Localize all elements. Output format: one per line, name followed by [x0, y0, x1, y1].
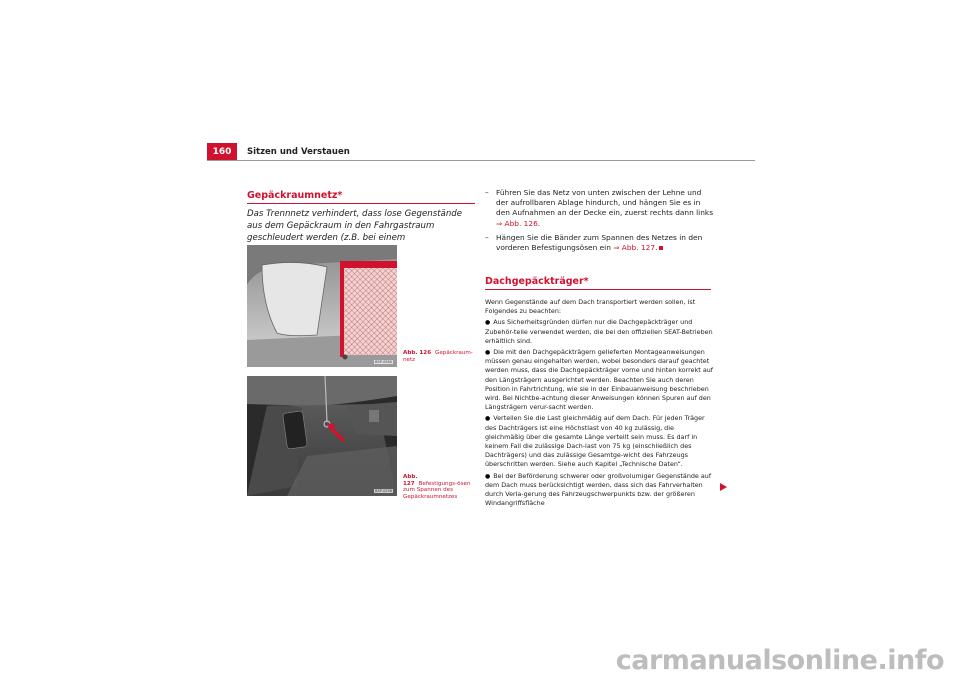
continue-arrow-icon: [720, 483, 727, 491]
section-divider: [247, 203, 475, 204]
caption-text: Gepäckraum-netz: [403, 350, 473, 363]
bullet-icon: ●: [485, 319, 491, 327]
step-text: Führen Sie das Netz von unten zwischen der Lehne und der aufrollbaren Ablage hindurch, und hängen Sie es in den Aufnahmen an der Decke ein, zuerst rechts dann links: [496, 188, 714, 218]
section-title-luggage-net: Gepäckraumnetz*: [247, 190, 343, 201]
roof-rack-text: [485, 298, 715, 508]
figure-127-caption: [403, 474, 473, 500]
section-title-roof-rack: Dachgepäckträger*: [485, 276, 589, 287]
page-number: 160: [207, 143, 237, 161]
roof-rack-intro: Wenn Gegenstände auf dem Dach transportiert werden sollen, ist Folgendes zu beachten:: [485, 298, 696, 316]
figure-reference-link[interactable]: ⇒ Abb. 126: [496, 218, 538, 228]
bullet-item: [485, 414, 715, 469]
step-text: Hängen Sie die Bänder zum Spannen des Netzes in den vorderen Befestigungsösen ein: [496, 232, 703, 253]
luggage-net-illustration: [247, 245, 397, 367]
end-square-icon: [659, 246, 663, 250]
caption-label: Abb. 126: [403, 350, 432, 356]
bullet-text: Die mit den Dachgepäckträgern gelieferten Montageanweisungen müssen genau eingehalten werden, wobei besonders darauf geachtet werden muss, dass die Dachgepäckträger vorne und hinten korrekt auf den Längsträgern ausgerichtet werden. Beachten Sie auch deren Position in Fahrtrichtung, wie sie in der Einbauanweisung beschrieben wird. Bei Nichtbe-achtung dieser Anweisungen können Spuren auf den Längsträgern verur-sacht werden.: [485, 348, 714, 412]
bullet-item: [485, 318, 715, 346]
step-tail: .: [655, 243, 658, 253]
bullet-item: [485, 472, 715, 509]
section-divider: [485, 289, 711, 290]
figure-reference-link[interactable]: ⇒ Abb. 127: [613, 243, 656, 253]
watermark: carmanualsonline.info: [615, 645, 944, 676]
bullet-text: Bei der Beförderung schwerer oder großvolumiger Gegenstände auf dem Dach muss berücksichtigt werden, dass sich das Fahrverhalten durch Verla-gerung des Fahrzeugschwerpunkts bzw. der größeren Windangriffsfläche: [485, 471, 712, 508]
bullet-text: Verteilen Sie die Last gleichmäßig auf dem Dach. Für jeden Träger des Dachträgers ist eine Höchstlast von 40 kg zulässig, die gleichmäßig über die gesamte Länge verteilt sein muss. Es darf in keinem Fall die zulässige Dach-last von 75 kg (einschließlich des Dachträgers) und das zulässige Gesamtge-wicht des Fahrzeugs überschritten werden. Siehe auch Kapitel „Technische Daten“.: [485, 414, 705, 469]
figure-127-image: [247, 376, 397, 496]
bullet-item: [485, 348, 715, 412]
bullet-icon: ●: [485, 349, 491, 357]
bullet-icon: ●: [485, 415, 491, 423]
bullet-icon: ●: [485, 472, 491, 480]
caption-text: Befestigungs-ösen zum Spannen des Gepäckraumnetzes: [403, 480, 471, 500]
step-dash: –: [485, 188, 489, 197]
caption-label: Abb. 127: [403, 474, 418, 487]
step-item: [485, 233, 715, 253]
bullet-text: Aus Sicherheitsgründen dürfen nur die Dachgepäckträger und Zubehör-teile verwendet werden, die bei den offiziellen SEAT-Betrieben erhältlich sind.: [485, 318, 713, 345]
header-divider: [207, 160, 755, 161]
fastening-eyes-illustration: [247, 376, 397, 496]
step-tail: .: [537, 218, 541, 228]
figure-126-image: [247, 245, 397, 367]
figure-code: B5P-0560: [375, 360, 392, 364]
figure-code: B5P-0298: [375, 489, 392, 493]
chapter-title: Sitzen und Verstauen: [247, 147, 350, 157]
step-list: [485, 188, 715, 257]
section-lead: Das Trennnetz verhindert, dass lose Gegenstände aus dem Gepäckraum in den Fahrgastraum geschleudert werden (z.B. bei einem: [247, 209, 463, 243]
figure-126-caption: [403, 350, 473, 363]
step-item: [485, 188, 715, 229]
step-dash: –: [485, 232, 489, 242]
